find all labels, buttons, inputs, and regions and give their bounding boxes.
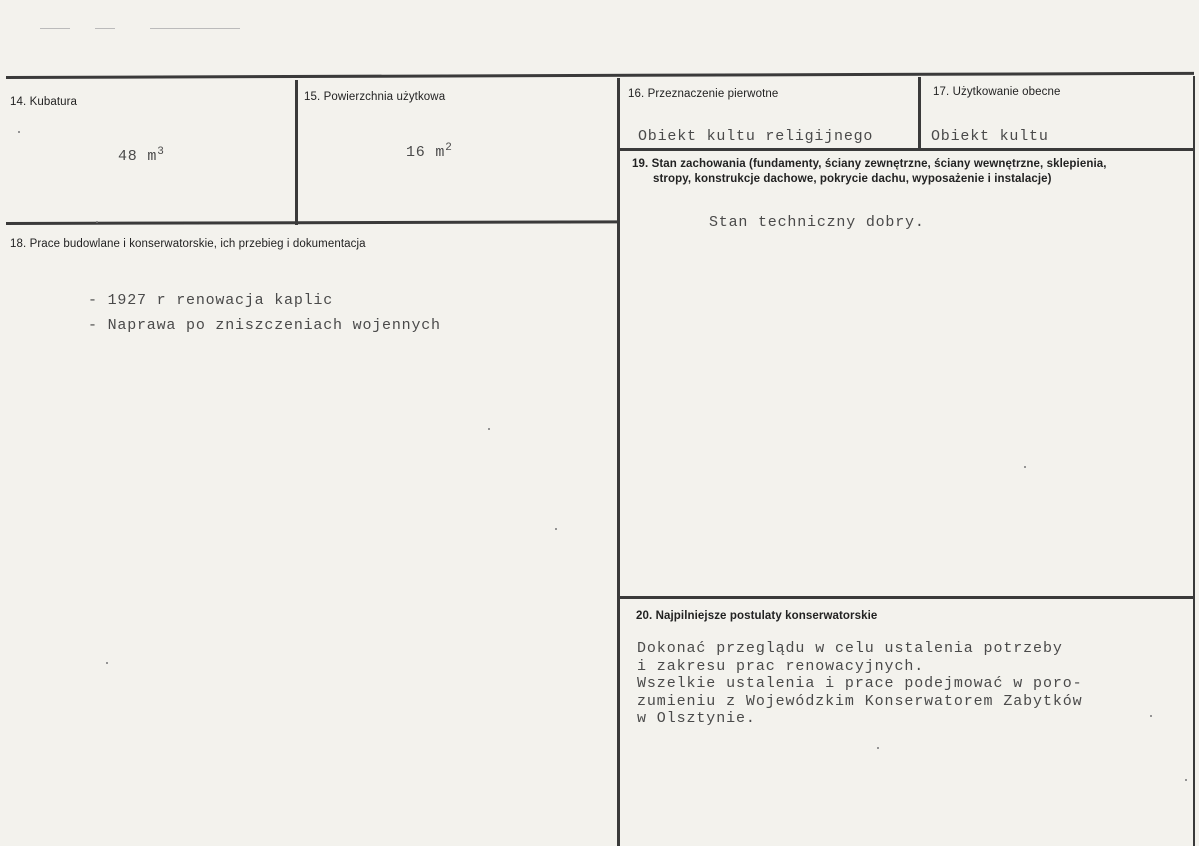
rule-top — [6, 72, 1194, 79]
postulaty-line: Wszelkie ustalenia i prace podejmować w poro- — [637, 675, 1083, 692]
prace-label: 18. Prace budowlane i konserwatorskie, ich przebieg i dokumentacja — [10, 238, 366, 250]
postulaty-text — [637, 640, 1083, 728]
dust-speck — [555, 528, 557, 530]
uzytkowanie-label: 17. Użytkowanie obecne — [933, 86, 1061, 98]
dust-speck — [96, 221, 98, 223]
kubatura-exponent: 3 — [157, 146, 165, 158]
postulaty-label: 20. Najpilniejsze postulaty konserwatorskie — [636, 610, 878, 622]
dust-speck — [877, 747, 879, 749]
powierzchnia-number: 16 m — [406, 144, 446, 161]
stan-label-line1: 19. Stan zachowania (fundamenty, ściany zewnętrzne, ściany wewnętrzne, sklepienia, — [632, 158, 1107, 170]
rule-19-top — [620, 148, 1194, 151]
przeznaczenie-label: 16. Przeznaczenie pierwotne — [628, 88, 779, 100]
rule-mid-left — [6, 220, 620, 225]
dust-speck — [18, 131, 20, 133]
dust-speck — [1150, 715, 1152, 717]
kubatura-number: 48 m — [118, 148, 158, 165]
dust-speck — [488, 428, 490, 430]
postulaty-line: i zakresu prac renowacyjnych. — [637, 657, 925, 675]
scan-mark — [150, 28, 240, 29]
postulaty-line: w Olsztynie. — [637, 710, 756, 727]
rule-v-right — [1193, 76, 1195, 846]
rule-v-14-15 — [295, 80, 298, 225]
postulaty-line: Dokonać przeglądu w celu ustalenia potrzeby — [637, 640, 1063, 657]
prace-list — [88, 288, 441, 338]
przeznaczenie-value: Obiekt kultu religijnego — [638, 128, 874, 145]
scan-mark — [40, 28, 70, 29]
powierzchnia-exponent: 2 — [445, 142, 453, 154]
rule-v-center — [617, 78, 620, 846]
rule-v-16-17 — [918, 77, 921, 150]
powierzchnia-label: 15. Powierzchnia użytkowa — [304, 91, 446, 103]
kubatura-value — [118, 146, 165, 165]
prace-item: - Naprawa po zniszczeniach wojennych — [88, 317, 441, 334]
dust-speck — [1024, 466, 1026, 468]
rule-20-top — [620, 596, 1194, 599]
powierzchnia-value — [406, 142, 453, 161]
postulaty-line: zumieniu z Wojewódzkim Konserwatorem Zabytków — [637, 692, 1083, 710]
stan-label-line2: stropy, konstrukcje dachowe, pokrycie dachu, wyposażenie i instalacje) — [653, 173, 1052, 185]
uzytkowanie-value: Obiekt kultu — [931, 128, 1049, 145]
scan-mark — [95, 28, 115, 29]
dust-speck — [106, 662, 108, 664]
kubatura-label: 14. Kubatura — [10, 96, 78, 108]
dust-speck — [1185, 779, 1187, 781]
prace-item: - 1927 r renowacja kaplic — [88, 292, 334, 309]
stan-value: Stan techniczny dobry. — [709, 214, 925, 231]
